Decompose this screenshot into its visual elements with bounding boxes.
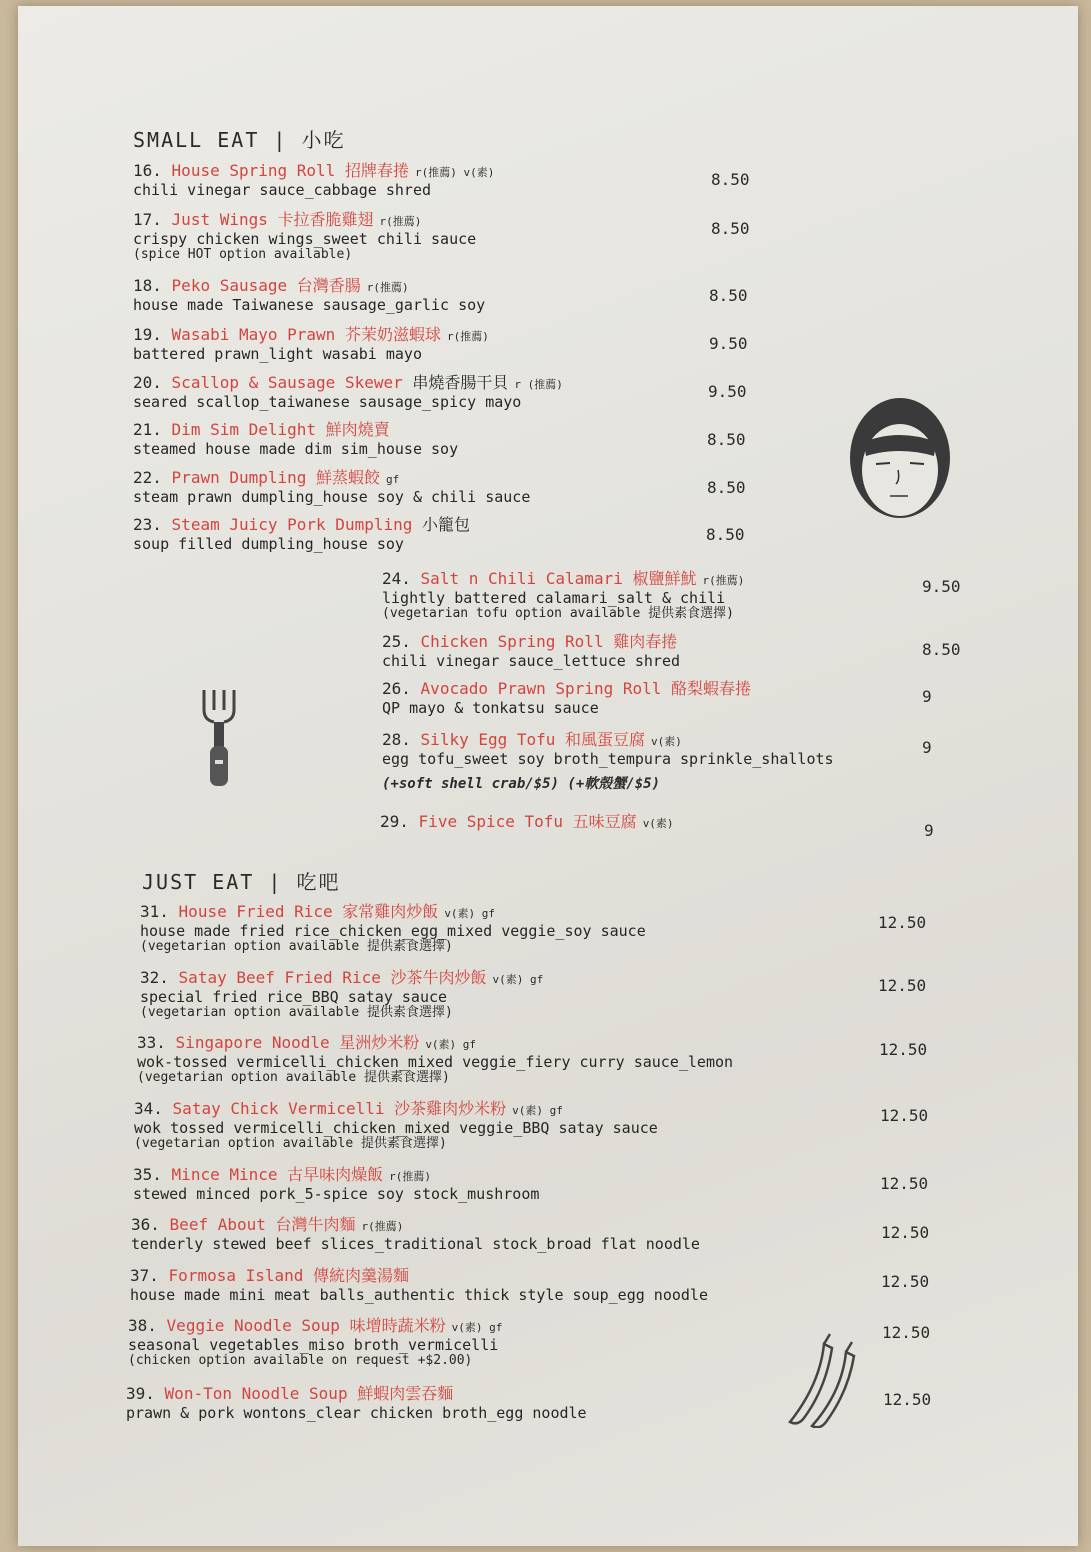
item-number: 16. <box>133 161 162 180</box>
chili-peppers-illustration-icon <box>786 1332 866 1428</box>
item-description: wok tossed vermicelli_chicken_mixed veggie_BBQ satay sauce <box>134 1119 658 1137</box>
item-tags: v(素) <box>642 817 674 830</box>
item-number: 31. <box>140 902 169 921</box>
item-note: (vegetarian option available 提供素食選擇) <box>140 939 453 954</box>
item-name: Silky Egg Tofu 和風蛋豆腐 <box>420 730 646 749</box>
item-description: house made Taiwanese sausage_garlic soy <box>133 296 486 314</box>
menu-item-31 <box>140 903 646 954</box>
item-number: 24. <box>382 569 411 588</box>
item-tags: r (推薦) <box>514 378 563 391</box>
item-price: 12.50 <box>879 1040 928 1059</box>
item-name: Scallop & Sausage Skewer <box>171 373 403 392</box>
item-tags: v(素) gf <box>512 1104 563 1117</box>
item-name: Veggie Noodle Soup 味增時蔬米粉 <box>166 1316 446 1335</box>
menu-item-32 <box>140 969 543 1020</box>
item-tags: v(素) gf <box>425 1038 477 1051</box>
item-name: Satay Chick Vermicelli 沙茶雞肉炒米粉 <box>172 1099 507 1118</box>
item-name: Dim Sim Delight 鮮肉燒賣 <box>171 420 390 439</box>
menu-item-25 <box>382 633 683 669</box>
item-name: Formosa Island 傳統肉羹湯麵 <box>168 1266 410 1285</box>
item-price: 12.50 <box>883 1390 932 1409</box>
item-number: 20. <box>133 373 162 392</box>
item-number: 19. <box>133 325 162 344</box>
item-number: 36. <box>131 1215 160 1234</box>
menu-item-39 <box>126 1385 587 1421</box>
item-name: Five Spice Tofu 五味豆腐 <box>418 812 637 831</box>
menu-item-29 <box>380 813 674 833</box>
menu-item-36 <box>131 1216 700 1252</box>
item-tags: r(推薦) <box>366 281 409 294</box>
item-name-chinese: 小籠包 <box>422 515 471 534</box>
item-note: (vegetarian option available 提供素食選擇) <box>140 1005 453 1020</box>
item-name: Just Wings 卡拉香脆雞翅 <box>171 210 374 229</box>
section-title-just-eat: JUST EAT | 吃吧 <box>142 870 341 894</box>
item-number: 35. <box>133 1165 162 1184</box>
menu-item-16 <box>133 162 494 198</box>
item-description: lightly battered calamari_salt & chili <box>382 589 726 607</box>
item-tags: r(推薦) <box>702 574 745 587</box>
item-price: 8.50 <box>711 219 750 238</box>
item-name: Peko Sausage 台灣香腸 <box>171 276 361 295</box>
menu-item-37 <box>130 1267 708 1303</box>
menu-item-35 <box>133 1166 539 1202</box>
item-price: 8.50 <box>706 525 745 544</box>
item-name: Chicken Spring Roll 雞肉春捲 <box>420 632 678 651</box>
item-addon: (+soft shell crab/$5) (+軟殼蟹/$5) <box>382 776 661 792</box>
item-price: 9 <box>922 738 932 757</box>
item-tags: r(推薦) <box>361 1220 404 1233</box>
item-number: 23. <box>133 515 162 534</box>
menu-item-28 <box>382 731 834 793</box>
item-tags: v(素) gf <box>444 907 496 920</box>
menu-item-26 <box>382 680 757 716</box>
item-number: 22. <box>133 468 162 487</box>
item-price: 12.50 <box>881 1223 930 1242</box>
item-name: Singapore Noodle 星洲炒米粉 <box>175 1033 420 1052</box>
item-price: 12.50 <box>880 1174 929 1193</box>
item-number: 28. <box>382 730 411 749</box>
item-note: (spice HOT option available) <box>133 247 353 262</box>
menu-item-17 <box>133 211 476 262</box>
menu-item-34 <box>134 1100 658 1151</box>
item-price: 12.50 <box>878 976 927 995</box>
item-name: Avocado Prawn Spring Roll 酪梨蝦春捲 <box>420 679 752 698</box>
item-description: seasonal vegetables_miso broth_vermicelli <box>128 1336 499 1354</box>
menu-item-23 <box>133 516 476 552</box>
item-number: 39. <box>126 1384 155 1403</box>
item-description: chili vinegar sauce_cabbage shred <box>133 181 432 199</box>
item-name: Mince Mince 古早味肉燥飯 <box>171 1165 384 1184</box>
item-note: (vegetarian option available 提供素食選擇) <box>134 1136 447 1151</box>
item-price: 8.50 <box>709 286 748 305</box>
item-number: 38. <box>128 1316 157 1335</box>
item-tags: v(素) <box>651 735 682 748</box>
item-price: 12.50 <box>880 1106 929 1125</box>
item-tags: r(推薦) v(素) <box>414 166 495 179</box>
item-number: 37. <box>130 1266 159 1285</box>
item-number: 21. <box>133 420 162 439</box>
item-note: (vegetarian option available 提供素食選擇) <box>137 1070 450 1085</box>
item-price: 12.50 <box>882 1323 931 1342</box>
item-name: House Fried Rice 家常雞肉炒飯 <box>178 902 439 921</box>
item-price: 8.50 <box>922 640 961 659</box>
item-price: 9 <box>924 821 934 840</box>
item-description: seared scallop_taiwanese sausage_spicy mayo <box>133 393 522 411</box>
item-price: 9.50 <box>708 382 747 401</box>
menu-item-22 <box>133 469 530 505</box>
item-description: wok-tossed vermicelli_chicken_mixed veggie_fiery curry sauce_lemon <box>137 1053 734 1071</box>
item-number: 29. <box>380 812 409 831</box>
item-price: 12.50 <box>881 1272 930 1291</box>
item-name: Steam Juicy Pork Dumpling <box>171 515 413 534</box>
item-description: stewed minced pork_5-spice soy stock_mushroom <box>133 1185 540 1203</box>
item-description: battered prawn_light wasabi mayo <box>133 345 422 363</box>
menu-item-19 <box>133 326 489 362</box>
fork-illustration-icon <box>198 686 240 790</box>
item-description: house made mini meat balls_authentic thick style soup_egg noodle <box>130 1286 708 1304</box>
item-number: 25. <box>382 632 411 651</box>
item-description: egg tofu_sweet soy broth_tempura sprinkle_shallots <box>382 750 834 768</box>
item-price: 8.50 <box>711 170 750 189</box>
item-number: 32. <box>140 968 169 987</box>
item-tags: gf <box>386 473 400 486</box>
item-price: 8.50 <box>707 478 746 497</box>
item-description: steamed house made dim sim_house soy <box>133 440 459 458</box>
item-price: 9.50 <box>922 577 961 596</box>
item-description: QP mayo & tonkatsu sauce <box>382 699 599 717</box>
menu-item-38 <box>128 1317 502 1368</box>
menu-item-21 <box>133 421 458 457</box>
item-tags: v(素) gf <box>451 1321 503 1334</box>
item-description: prawn & pork wontons_clear chicken broth_egg noodle <box>126 1404 587 1422</box>
menu-item-24 <box>382 570 744 621</box>
item-description: soup filled dumpling_house soy <box>133 535 404 553</box>
item-name: Salt n Chili Calamari 椒鹽鮮魷 <box>420 569 697 588</box>
item-price: 9 <box>922 687 932 706</box>
item-note: (vegetarian tofu option available 提供素食選擇) <box>382 606 734 621</box>
item-number: 17. <box>133 210 162 229</box>
item-number: 33. <box>137 1033 166 1052</box>
item-number: 26. <box>382 679 411 698</box>
item-description: crispy chicken wings_sweet chili sauce <box>133 230 477 248</box>
item-price: 12.50 <box>878 913 927 932</box>
face-illustration-icon <box>838 390 962 522</box>
item-number: 18. <box>133 276 162 295</box>
item-tags: r(推薦) <box>446 330 489 343</box>
item-tags: r(推薦) <box>389 1170 432 1183</box>
item-description: house made fried rice_chicken_egg_mixed veggie_soy sauce <box>140 922 646 940</box>
item-description: steam prawn dumpling_house soy & chili sauce <box>133 488 531 506</box>
item-description: special fried rice_BBQ satay sauce <box>140 988 448 1006</box>
item-tags: r(推薦) <box>379 215 422 228</box>
item-note: (chicken option available on request +$2.00) <box>128 1353 473 1368</box>
menu-item-20 <box>133 374 563 410</box>
menu-item-33 <box>137 1034 733 1085</box>
item-number: 34. <box>134 1099 163 1118</box>
item-description: chili vinegar sauce_lettuce shred <box>382 652 681 670</box>
item-tags: v(素) gf <box>492 973 544 986</box>
item-name: House Spring Roll 招牌春捲 <box>171 161 409 180</box>
item-name: Satay Beef Fried Rice 沙茶牛肉炒飯 <box>178 968 487 987</box>
item-name: Wasabi Mayo Prawn 芥茉奶滋蝦球 <box>171 325 441 344</box>
item-price: 8.50 <box>707 430 746 449</box>
item-price: 9.50 <box>709 334 748 353</box>
item-name-chinese: 串燒香腸干貝 <box>412 373 509 392</box>
section-title-small-eat: SMALL EAT | 小吃 <box>133 128 346 152</box>
item-name: Beef About 台灣牛肉麵 <box>169 1215 356 1234</box>
item-name: Prawn Dumpling 鮮蒸蝦餃 <box>171 468 381 487</box>
item-name: Won-Ton Noodle Soup 鮮蝦肉雲吞麵 <box>164 1384 454 1403</box>
menu-item-18 <box>133 277 485 313</box>
item-description: tenderly stewed beef slices_traditional stock_broad flat noodle <box>131 1235 700 1253</box>
